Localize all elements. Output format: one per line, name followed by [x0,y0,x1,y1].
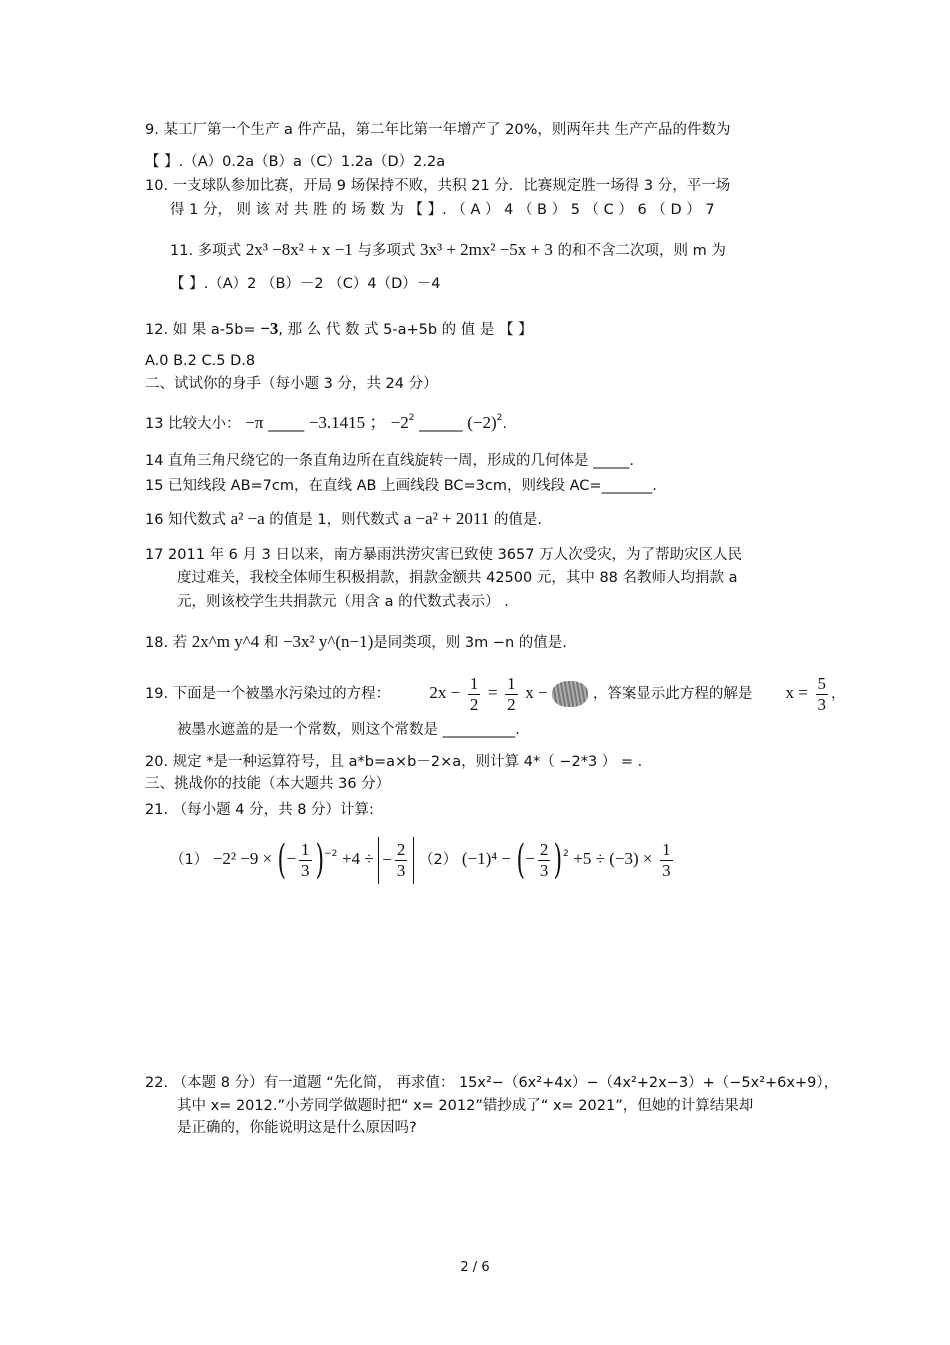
q21-heading: 21. （每小题 4 分，共 8 分）计算: [145,802,374,818]
q22-line3: 是正确的，你能说明这是什么原因吗? [177,1120,417,1136]
q21-problems: （1） −2² −9 × (− $\frac{1}{3}$ )$^{-2}$ +4 ÷ − $\frac{2}{3}$ （2） (−1)⁴ − (− $\frac{2}{3}$ )$^2$ +5 ÷ (−3) × $\frac{1}{3}$ [170,837,671,883]
q21-p1-expr-b: +4 ÷ [342,849,374,868]
section-2-heading: 二、试试你的身手（每小题 3 分，共 24 分） [145,376,438,392]
q21-p2-frac: $\frac{2}{3}$ [539,839,549,880]
q12-text-b: , 那 么 代 数 式 5-a+5b 的 值 是 【 】 [278,322,533,338]
q11-mid: 与多项式 [357,243,416,259]
q11-suffix: 的和不含二次项，则 m 为 [557,243,726,259]
q13-prefix: 13 比较大小： [145,416,241,432]
q13-neg-two: −2 [390,413,409,432]
q11-prefix: 11. 多项式 [170,243,242,259]
q13-paren-two: (−2) [467,413,497,432]
q10-line2: 得 1 分， 则 该 对 共 胜 的 场 数 为 【 】. （ A ） 4 （ B ） 5 （ C ） 6 （ D ） 7 [170,202,715,218]
q17-line3: 元，则该校学生共捐款元（用含 a 的代数式表示） . [177,594,509,610]
q11-poly2: 3x³ + 2mx² −5x + 3 [419,240,553,259]
q21-p2-expr-b: +5 ÷ (−3) × [573,849,653,868]
q11-line1 [170,240,726,261]
q18-term1: 2x^m y^4 [191,632,260,651]
q16: 16 知代数式 a² −a 的值是 1，则代数式 a −a² + 2011 的值是. [145,509,542,528]
q12-line1 [145,319,533,340]
q19-line1: 19. 下面是一个被墨水污染过的方程： 2x − $\frac{1}{2}$ = $\frac{1}{2}$ x − ，答案显示此方程的解是 x = $\frac{5}{3}$ ， [145,673,846,714]
q13: 13 比较大小： −π _____ −3.1415 ； $-2^2$ ______ $(-2)^2$. [145,413,507,432]
q21-p2-expr-a: (−1)⁴ − [461,849,512,868]
q16-expr1: a² −a [230,509,265,528]
q22-line1: 22. （本题 8 分）有一道题 “先化简， 再求值： 15x²−（6x²+4x）−（4x²+2x−3）+（−5x²+6x+9）， [145,1075,839,1091]
q21-p1-label: （1） [170,852,209,868]
q17-line2: 度过难关，我校全体师生积极捐款，捐款金额共 42500 元，其中 88 名教师人均捐款 a [177,570,738,586]
q21-p1-expr-a: −2² −9 × [212,849,273,868]
q21-p1-frac: $\frac{1}{3}$ [301,839,310,880]
q11-poly1: 2x³ −8x² + x −1 [245,240,353,259]
q16-expr2: a −a² + 2011 [403,509,490,528]
q13-neg-decimal: −3.1415 ； [308,413,391,432]
q13-neg-pi: −π [245,413,264,432]
q14: 14 直角三角尺绕它的一条直角边所在直线旋转一周，形成的几何体是 _____. [145,453,635,469]
q21-p2-label: （2） [419,852,458,868]
q17-line1: 17 2011 年 6 月 3 日以来，南方暴雨洪涝灾害已致使 3657 万人次受灾，为了帮助灾区人民 [145,547,743,563]
section-3-heading: 三、挑战你的技能（本大题共 36 分） [145,776,391,792]
q19-line2: 被墨水遮盖的是一个常数，则这个常数是 __________. [177,722,520,738]
q18-term2: −3x² y^(n−1) [282,632,374,651]
q19-fraction-half-2: $\frac{1}{2}$ [507,673,516,714]
q22-line2: 其中 x= 2012.”小芳同学做题时把“ x= 2012”错抄成了“ x= 2021”，但她的计算结果却 [177,1098,754,1114]
q20: 20. 规定 *是一种运算符号，且 a*b=a×b－2×a，则计算 4*（ −2*3 ） = . [145,754,643,770]
q21-abs-value: − $\frac{2}{3}$ [378,837,414,884]
q13-blank2: ______ [419,416,463,432]
q21-p2-frac-end: $\frac{1}{3}$ [662,839,671,880]
q12-value: −3 [260,319,279,338]
q12-options: A.0 B.2 C.5 D.8 [145,353,256,369]
q19-fraction-half: $\frac{1}{2}$ [469,673,479,714]
page-number: 2 / 6 [460,1260,490,1275]
q12-text-a: 12. 如 果 a-5b= [145,322,261,338]
q10-line1: 10. 一支球队参加比赛，开局 9 场保持不败，共积 21 分．比赛规定胜一场得 3 分，平一场 [145,178,731,194]
q11-line2: 【 】.（A）2 （B）－2 （C）4（D）－4 [170,276,441,292]
q9-line1: 9. 某工厂第一个生产 a 件产品，第二年比第一年增产了 20%，则两年共 生产产品的件数为 [145,122,731,138]
q18: 18. 若 2x^m y^4 和 −3x² y^(n−1)是同类项，则 3m −n 的值是. [145,632,567,651]
q13-blank1: _____ [267,416,305,432]
q15: 15 已知线段 AB=7cm，在直线 AB 上画线段 BC=3cm，则线段 AC=_______. [145,478,657,494]
q19-solution-fraction: $\frac{5}{3}$ [817,673,826,714]
q9-line2: 【 】.（A）0.2a（B）a（C）1.2a（D）2.2a [145,154,446,170]
ink-blot [552,681,588,707]
